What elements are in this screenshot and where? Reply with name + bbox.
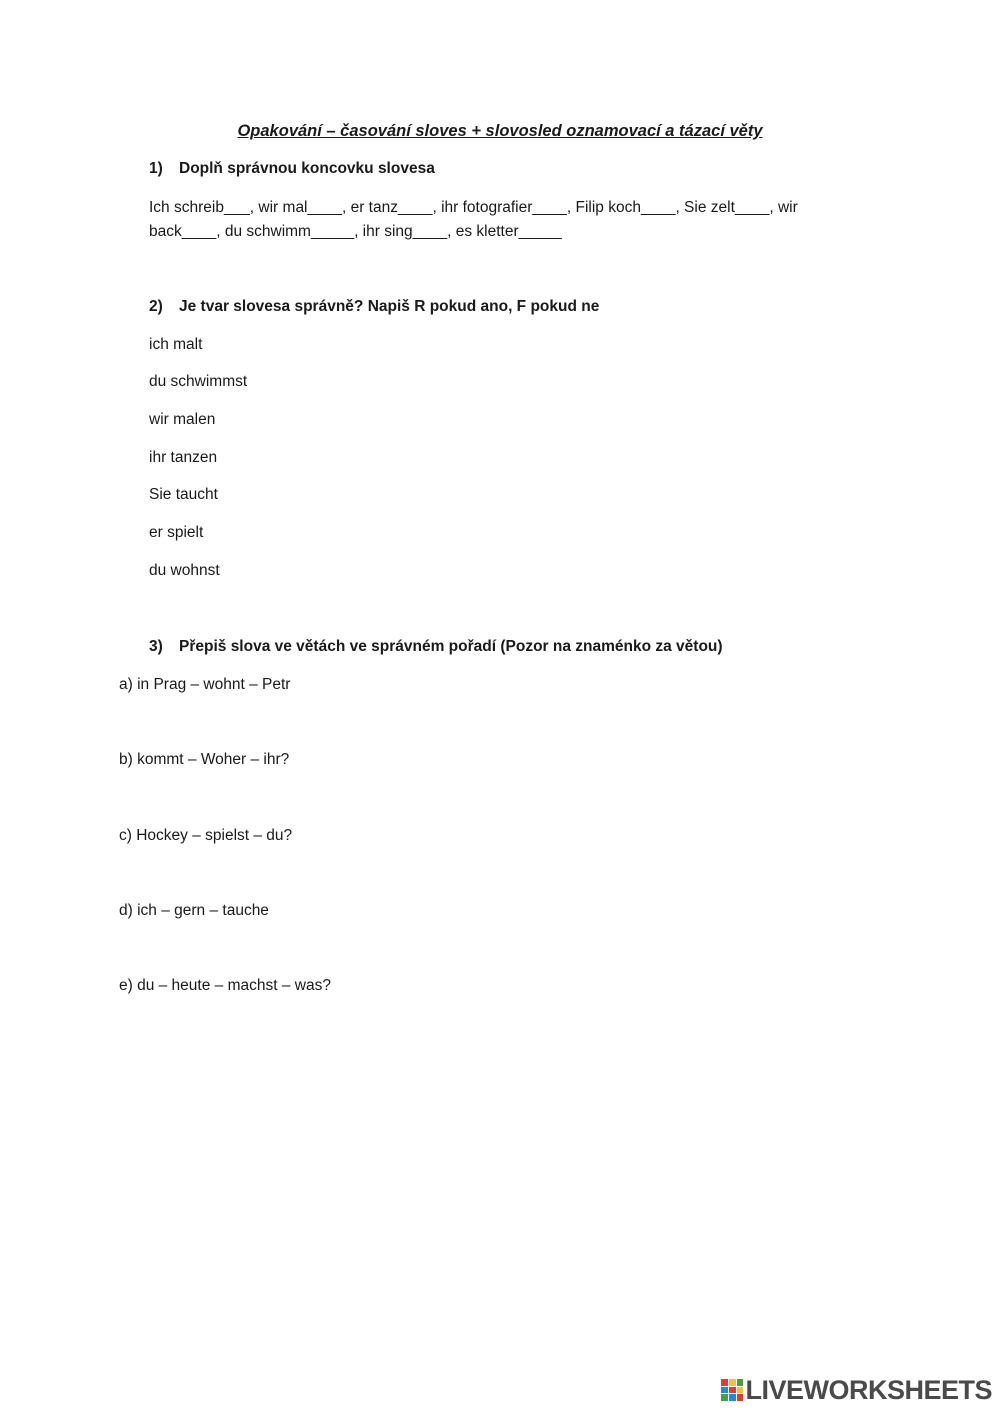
section-2-heading [149,297,599,317]
page-title: Opakování – časování sloves + slovosled oznamovací a tázací věty [237,122,763,140]
section-1-heading [149,159,435,179]
section-3-heading-text: Přepiš slova ve větách ve správném pořadí (Pozor na znaménko za větou) [179,638,723,655]
list-item: ich malt [149,336,203,353]
liveworksheets-logo-icon [721,1379,743,1401]
list-item: Sie taucht [149,486,218,503]
section-3-number: 3) [149,638,163,655]
liveworksheets-logo-text: LIVEWORKSHEETS [745,1374,992,1405]
section-1-number: 1) [149,160,163,177]
section-3-heading [149,637,723,657]
sentence-item: c) Hockey – spielst – du? [119,827,293,844]
list-item: wir malen [149,411,216,428]
section-2-number: 2) [149,298,163,315]
list-item: er spielt [149,524,204,541]
sentence-item: d) ich – gern – tauche [119,902,269,919]
sentence-item: b) kommt – Woher – ihr? [119,751,290,768]
section-1-exercise-text: Ich schreib___, wir mal____, er tanz____, ihr fotografier____, Filip koch____, Sie zelt____, wir back____, du schwimm_____, ihr sing____, es kletter_____ [149,199,798,240]
list-item: du wohnst [149,562,220,579]
list-item: du schwimmst [149,373,248,390]
section-2-heading-text: Je tvar slovesa správně? Napiš R pokud ano, F pokud ne [179,298,600,315]
section-1-heading-text: Doplň správnou koncovku slovesa [179,160,435,177]
sentence-item: a) in Prag – wohnt – Petr [119,676,291,693]
list-item: ihr tanzen [149,449,218,466]
liveworksheets-logo [721,1373,992,1407]
sentence-item: e) du – heute – machst – was? [119,977,331,994]
